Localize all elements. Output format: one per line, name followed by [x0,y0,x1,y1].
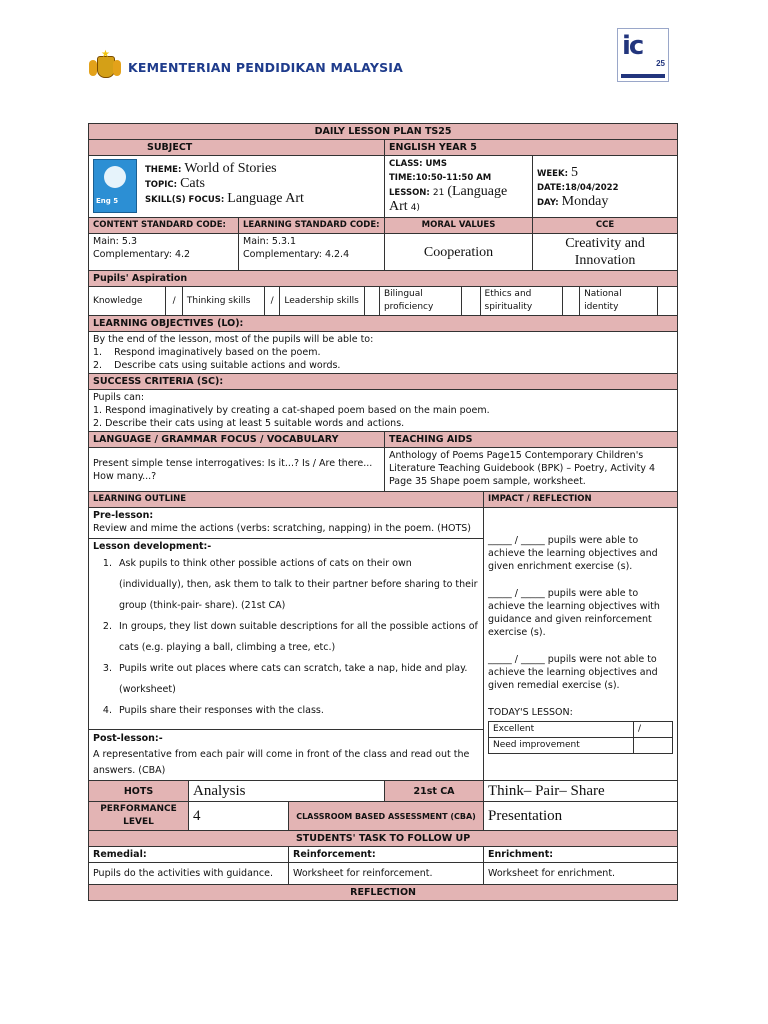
aspiration-leadership: Leadership skills [280,287,364,315]
todays-lesson-table: Excellent / Need improvement [488,721,673,754]
malaysia-crest-icon: ★ [88,52,122,82]
week-date-cell: WEEK: 5 DATE:18/04/2022 DAY: Monday [533,156,678,218]
aspiration-mark: / [166,287,182,315]
textbook-cover-icon: Eng 5 [93,159,137,213]
list-item: 1. Ask pupils to think other possible actions of cats on their own (individually), then, ask them to talk to their partner before sharing to their group (think-pair- share). (21st CA) [115,553,479,616]
list-item: 2. In groups, they list down suitable descriptions for all the possible actions of cats (e.g. playing a ball, climbing a tree, etc.) [115,616,479,658]
performance-label: PERFORMANCE LEVEL [89,802,189,831]
todays-lesson-label: TODAY'S LESSON: [488,707,573,718]
reinforcement-value: Worksheet for reinforcement. [289,863,484,885]
class-time-cell: CLASS: UMS TIME:10:50-11:50 AM LESSON: 21 (Language Art 4) [385,156,533,218]
reflection-label: REFLECTION [89,885,678,901]
topic-value: Cats [180,176,205,191]
cba-value: Presentation [484,802,678,831]
subject-label: SUBJECT [89,140,385,156]
lesson-development-cell: Lesson development:- 1. Ask pupils to think other possible actions of cats on their own (individually), then, ask them to talk to their partner before sharing to their group (think-pair- share). (21st CA) 2. In groups, they list down suitable descriptions for all the possible actions of cats (e.g. playing a ball, climbing a tree, etc.) 3. Pupils write out places where cats can scratch, take a nap, hide and play. (worksheet) 4. Pupils share their responses with the class. [89,539,484,730]
learning-standard-value: Main: 5.3.1 Complementary: 4.2.4 [239,234,385,271]
skill-value: Language Art [227,191,304,206]
learning-standard-label: LEARNING STANDARD CODE: [239,218,385,234]
grammar-value: Present simple tense interrogatives: Is it...? Is / Are there... How many...? [89,448,385,492]
remedial-value: Pupils do the activities with guidance. [89,863,289,885]
remedial-label: Remedial: [89,847,289,863]
outline-label: LEARNING OUTLINE [89,492,484,508]
ministry-name: KEMENTERIAN PENDIDIKAN MALAYSIA [128,59,404,75]
lesson-plan-table [88,123,678,901]
sc-label: SUCCESS CRITERIA (SC): [89,374,678,390]
cce-label: CCE [533,218,678,234]
aspiration-mark [364,287,379,315]
aspiration-ethics: Ethics and spirituality [480,287,562,315]
aspiration-mark [658,287,678,315]
hots-value: Analysis [189,781,385,802]
aspiration-mark: / [265,287,280,315]
aspiration-knowledge: Knowledge [89,287,166,315]
cce-value: Creativity and Innovation [533,234,678,271]
follow-up-label: STUDENTS' TASK TO FOLLOW UP [89,831,678,847]
lo-label: LEARNING OBJECTIVES (LO): [89,316,678,332]
hots-label: HOTS [89,781,189,802]
ca-label: 21st CA [385,781,484,802]
content-standard-label: CONTENT STANDARD CODE: [89,218,239,234]
list-item: 4. Pupils share their responses with the class. [115,700,479,721]
impact-remedial: _____ / _____ pupils were not able to achieve the learning objectives and given remedial exercise (s). [488,654,658,691]
moral-values-label: MORAL VALUES [385,218,533,234]
subject-value: ENGLISH YEAR 5 [385,140,678,156]
list-item: 3. Pupils write out places where cats can scratch, take a nap, hide and play. (worksheet) [115,658,479,700]
moral-value: Cooperation [385,234,533,271]
pre-lesson-cell: Pre-lesson: Review and mime the actions (verbs: scratching, napping) in the poem. (HOTS) [89,508,484,539]
aspiration-mark [562,287,579,315]
plan-title: DAILY LESSON PLAN TS25 [89,124,678,140]
theme-cell: Eng 5 THEME: World of Stories TOPIC: Cats SKILL(S) FOCUS: Language Art [89,156,385,218]
aspirations-row [89,287,678,316]
impact-label: IMPACT / REFLECTION [484,492,678,508]
content-standard-value: Main: 5.3 Complementary: 4.2 [89,234,239,271]
performance-value: 4 [189,802,289,831]
enrichment-value: Worksheet for enrichment. [484,863,678,885]
ministry-header [88,49,404,82]
aspiration-bilingual: Bilingual proficiency [379,287,461,315]
post-lesson-cell: Post-lesson:- A representative from each pair will come in front of the class and read out the answers. (CBA) [89,730,484,781]
aspiration-thinking: Thinking skills [182,287,264,315]
aspiration-national: National identity [580,287,658,315]
sc-content: Pupils can: 1. Respond imaginatively by creating a cat-shaped poem based on the main poem. 2. Describe their cats using at least 5 suitable words and actions. [89,390,678,432]
reinforcement-label: Reinforcement: [289,847,484,863]
ca-value: Think– Pair– Share [484,781,678,802]
aspiration-label: Pupils' Aspiration [89,271,678,287]
lo-content: By the end of the lesson, most of the pupils will be able to: 1. Respond imaginatively based on the poem. 2. Describe cats using suitable actions and words. [89,332,678,374]
aids-value: Anthology of Poems Page15 Contemporary Children's Literature Teaching Guidebook (BPK) – Poetry, Activity 4 Page 35 Shape poem sample, worksheet. [385,448,678,492]
grammar-label: LANGUAGE / GRAMMAR FOCUS / VOCABULARY [89,432,385,448]
impact-reinforcement: _____ / _____ pupils were able to achieve the learning objectives with guidance and given reinforcement exercise (s). [488,588,660,638]
aspiration-mark [462,287,480,315]
enrichment-label: Enrichment: [484,847,678,863]
impact-cell [484,508,678,781]
ts25-logo: ic 25 [617,28,669,82]
cba-label: CLASSROOM BASED ASSESSMENT (CBA) [289,802,484,831]
aids-label: TEACHING AIDS [385,432,678,448]
impact-enrichment: _____ / _____ pupils were able to achieve the learning objectives and given enrichment exercise (s). [488,535,658,572]
theme-value: World of Stories [184,161,277,176]
